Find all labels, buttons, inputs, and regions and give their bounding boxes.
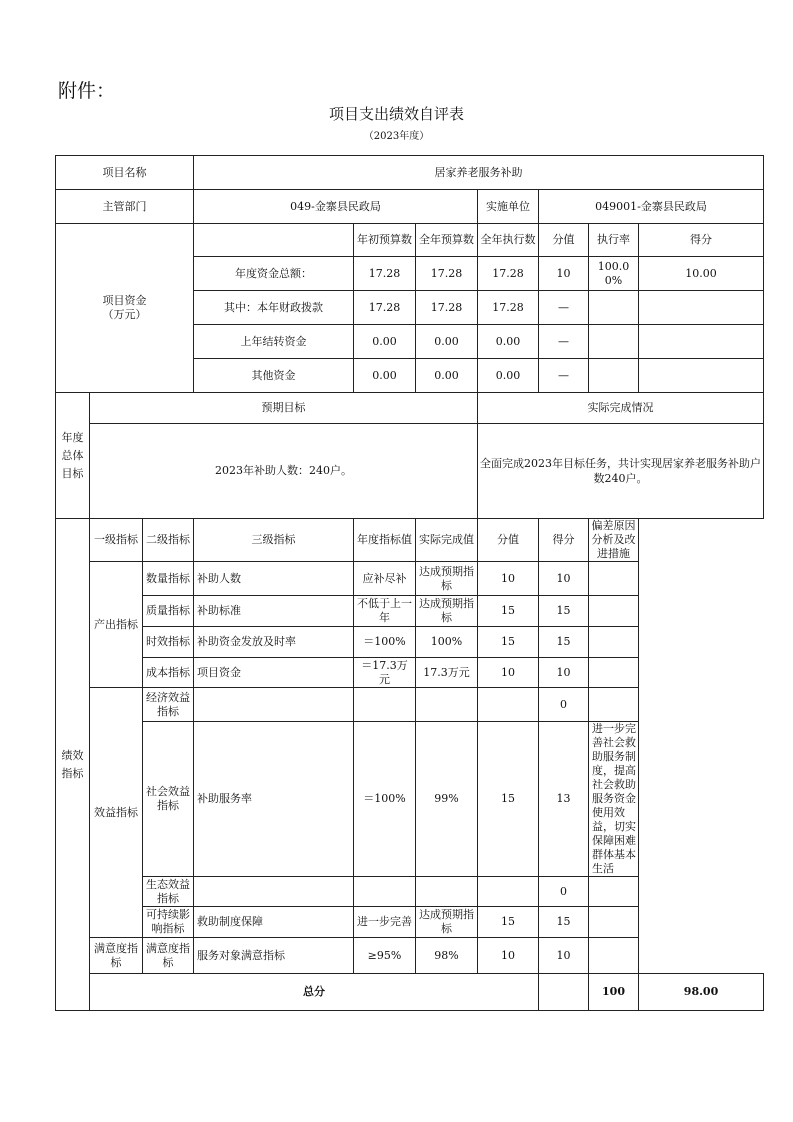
funds-score-value: —: [539, 359, 589, 393]
funds-score: 10.00: [639, 257, 764, 291]
ind-target: [354, 877, 416, 907]
ind-value: 15: [478, 907, 539, 938]
ind-actual: [416, 688, 478, 722]
ind-note: [589, 658, 639, 688]
table-row: [56, 907, 764, 938]
ind-note: [589, 562, 639, 596]
table-row: [56, 688, 764, 722]
output-label: 产出指标: [90, 562, 143, 688]
ind-actual: 达成预期指标: [416, 562, 478, 596]
ind-value: 15: [478, 627, 539, 658]
funds-col-score-value: 分值: [539, 224, 589, 257]
ind-actual: 17.3万元: [416, 658, 478, 688]
ind-header-note: 偏差原因分析及改进措施: [589, 519, 639, 562]
ind-l2: 生态效益指标: [143, 877, 194, 907]
ind-l2: 可持续影响指标: [143, 907, 194, 938]
funds-annual: 17.28: [416, 257, 478, 291]
ind-header-value: 分值: [478, 519, 539, 562]
ind-l2: 经济效益指标: [143, 688, 194, 722]
report-year: （2023年度）: [363, 131, 430, 142]
table-row: [56, 658, 764, 688]
ind-actual: 达成预期指标: [416, 907, 478, 938]
total-actual: [539, 974, 589, 1011]
ind-note: [589, 877, 639, 907]
goals-label: 年度总体目标: [56, 393, 90, 519]
ind-value: 10: [478, 658, 539, 688]
ind-value: 10: [478, 562, 539, 596]
ind-actual: [416, 877, 478, 907]
funds-row-label: 其中：本年财政拨款: [194, 291, 354, 325]
funds-executed: 17.28: [478, 291, 539, 325]
ind-score: 10: [539, 938, 589, 974]
ind-score: 10: [539, 562, 589, 596]
ind-score: 15: [539, 596, 589, 627]
ind-l2: 成本指标: [143, 658, 194, 688]
total-score: 98.00: [639, 974, 764, 1011]
ind-target: 应补尽补: [354, 562, 416, 596]
ind-target: 不低于上一年: [354, 596, 416, 627]
table-row: [56, 627, 764, 658]
table-row: [56, 877, 764, 907]
ind-l3: 补助资金发放及时率: [194, 627, 354, 658]
funds-rate: 100.00%: [589, 257, 639, 291]
evaluation-table: [55, 155, 764, 1011]
ind-note: 进一步完善社会救助服务制度，提高社会救助服务资金使用效益，切实保障困难群体基本生活: [589, 722, 639, 877]
ind-l2: 质量指标: [143, 596, 194, 627]
ind-actual: 98%: [416, 938, 478, 974]
ind-note: [589, 907, 639, 938]
table-row: [56, 938, 764, 974]
impl-value: 049001-金寨县民政局: [539, 190, 764, 224]
ind-l3: 服务对象满意指标: [194, 938, 354, 974]
table-row: [56, 596, 764, 627]
ind-value: [478, 877, 539, 907]
dept-value: 049-金寨县民政局: [194, 190, 478, 224]
funds-executed: 0.00: [478, 325, 539, 359]
ind-note: [589, 627, 639, 658]
ind-score: 15: [539, 627, 589, 658]
goals-actual-header: 实际完成情况: [478, 393, 764, 424]
ind-l3: 救助制度保障: [194, 907, 354, 938]
ind-score: 10: [539, 658, 589, 688]
ind-header-l3: 三级指标: [194, 519, 354, 562]
ind-l3: 项目资金: [194, 658, 354, 688]
ind-target: 进一步完善: [354, 907, 416, 938]
ind-header-score: 得分: [539, 519, 589, 562]
ind-l3: 补助标准: [194, 596, 354, 627]
ind-target: [354, 688, 416, 722]
ind-l3: [194, 688, 354, 722]
ind-l2: 时效指标: [143, 627, 194, 658]
ind-note: [589, 596, 639, 627]
funds-row-label: 上年结转资金: [194, 325, 354, 359]
project-name: 居家养老服务补助: [194, 156, 764, 190]
funds-col-initial: 年初预算数: [354, 224, 416, 257]
indicators-label: 绩效指标: [56, 519, 90, 1011]
funds-annual: 0.00: [416, 359, 478, 393]
ind-note: [589, 938, 639, 974]
total-row: [56, 974, 764, 1011]
funds-row-label: 年度资金总额：: [194, 257, 354, 291]
funds-score-value: —: [539, 291, 589, 325]
funds-col-executed: 全年执行数: [478, 224, 539, 257]
goals-expected: 2023年补助人数：240户。: [90, 424, 478, 519]
satisfaction-label: 满意度指标: [90, 938, 143, 974]
table-row: [56, 722, 764, 877]
attachment-label: 附件：: [58, 80, 116, 102]
funds-rate: [589, 291, 639, 325]
dept-label: 主管部门: [56, 190, 194, 224]
funds-score-value: 10: [539, 257, 589, 291]
funds-annual: 17.28: [416, 291, 478, 325]
ind-header-l2: 二级指标: [143, 519, 194, 562]
funds-col-rate: 执行率: [589, 224, 639, 257]
goals-actual: 全面完成2023年目标任务，共计实现居家养老服务补助户数240户。: [478, 424, 764, 519]
ind-value: 10: [478, 938, 539, 974]
funds-initial: 0.00: [354, 359, 416, 393]
funds-col-annual: 全年预算数: [416, 224, 478, 257]
ind-l3: 补助服务率: [194, 722, 354, 877]
funds-header-blank: [194, 224, 354, 257]
funds-initial: 0.00: [354, 325, 416, 359]
funds-score-value: —: [539, 325, 589, 359]
ind-score: 0: [539, 688, 589, 722]
funds-score: [639, 291, 764, 325]
ind-header-actual: 实际完成值: [416, 519, 478, 562]
ind-note: [589, 688, 639, 722]
funds-label: 项目资金 （万元）: [56, 224, 194, 393]
ind-target: ≥95%: [354, 938, 416, 974]
funds-executed: 0.00: [478, 359, 539, 393]
funds-initial: 17.28: [354, 257, 416, 291]
total-label: 总分: [90, 974, 539, 1011]
funds-initial: 17.28: [354, 291, 416, 325]
impl-label: 实施单位: [478, 190, 539, 224]
ind-l2: 数量指标: [143, 562, 194, 596]
ind-l2: 满意度指标: [143, 938, 194, 974]
ind-value: [478, 688, 539, 722]
ind-header-target: 年度指标值: [354, 519, 416, 562]
funds-annual: 0.00: [416, 325, 478, 359]
ind-target: ＝17.3万元: [354, 658, 416, 688]
ind-actual: 100%: [416, 627, 478, 658]
ind-score: 13: [539, 722, 589, 877]
project-name-label: 项目名称: [56, 156, 194, 190]
total-value: 100: [589, 974, 639, 1011]
funds-rate: [589, 359, 639, 393]
funds-score: [639, 359, 764, 393]
ind-header-l1: 一级指标: [90, 519, 143, 562]
table-row: [56, 562, 764, 596]
ind-value: 15: [478, 722, 539, 877]
funds-score: [639, 325, 764, 359]
funds-rate: [589, 325, 639, 359]
ind-l3: [194, 877, 354, 907]
ind-l3: 补助人数: [194, 562, 354, 596]
ind-target: ＝100%: [354, 627, 416, 658]
funds-executed: 17.28: [478, 257, 539, 291]
ind-actual: 99%: [416, 722, 478, 877]
ind-l2: 社会效益指标: [143, 722, 194, 877]
funds-col-score: 得分: [639, 224, 764, 257]
ind-actual: 达成预期指标: [416, 596, 478, 627]
page-title: 项目支出绩效自评表: [328, 105, 464, 123]
goals-expected-header: 预期目标: [90, 393, 478, 424]
ind-score: 15: [539, 907, 589, 938]
benefit-label: 效益指标: [90, 688, 143, 938]
ind-value: 15: [478, 596, 539, 627]
funds-row-label: 其他资金: [194, 359, 354, 393]
ind-score: 0: [539, 877, 589, 907]
ind-target: ＝100%: [354, 722, 416, 877]
